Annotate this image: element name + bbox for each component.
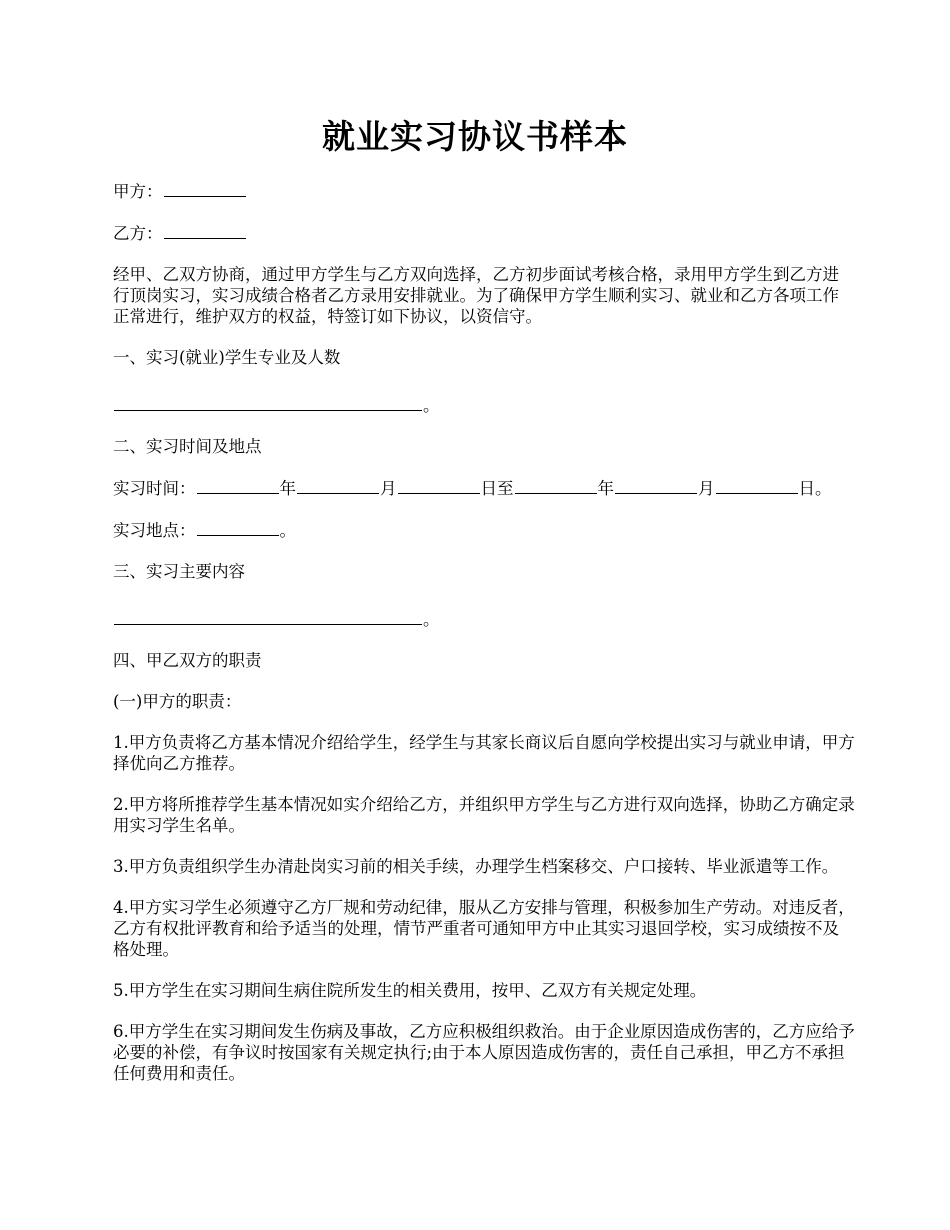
party-b-blank: [164, 222, 246, 239]
place-label: 实习地点：: [113, 521, 196, 540]
document-body: [113, 180, 855, 1104]
section-2-heading: 二、实习时间及地点: [113, 437, 262, 456]
unit-day-to: 日至: [480, 479, 514, 498]
unit-year: 年: [597, 479, 614, 498]
duty-item: 4.甲方实习学生必须遵守乙方厂规和劳动纪律，服从乙方安排与管理，积极参加生产劳动。对违反者，乙方有权批评教育和给予适当的处理，情节严重者可通知甲方中止其实习退回学校，实习成绩按不及格处理。: [113, 898, 855, 959]
party-b-line: [113, 222, 855, 244]
duty-item: 2.甲方将所推荐学生基本情况如实介绍给乙方，并组织甲方学生与乙方进行双向选择，协助乙方确定录用实习学生名单。: [113, 795, 855, 835]
internship-place-line: [113, 519, 855, 541]
party-a-blank: [164, 180, 246, 197]
duty-item: 3.甲方负责组织学生办清赴岗实习前的相关手续，办理学生档案移交、户口接转、毕业派遣等工作。: [113, 857, 839, 876]
unit-month: 月: [380, 479, 397, 498]
period-mark: 。: [423, 396, 440, 415]
end-month-blank: [615, 477, 697, 494]
time-label: 实习时间：: [113, 479, 196, 498]
period-mark: 。: [423, 610, 440, 629]
unit-month: 月: [698, 479, 715, 498]
section-4-heading: 四、甲乙双方的职责: [113, 651, 262, 670]
section-3-heading: 三、实习主要内容: [113, 562, 245, 581]
party-a-line: [113, 180, 855, 202]
end-year-blank: [515, 477, 597, 494]
section-1-heading: 一、实习(就业)学生专业及人数: [113, 348, 341, 367]
duty-item: 5.甲方学生在实习期间生病住院所发生的相关费用，按甲、乙双方有关规定处理。: [113, 981, 707, 1000]
party-b-label: 乙方：: [113, 224, 163, 243]
unit-year: 年: [279, 479, 296, 498]
section-1-blank-line: [113, 394, 855, 416]
duty-item: 6.甲方学生在实习期间发生伤病及事故，乙方应积极组织救治。由于企业原因造成伤害的，乙方应给予必要的补偿，有争议时按国家有关规定执行;由于本人原因造成伤害的，责任自己承担，甲乙方不承担任何费用和责任。: [113, 1022, 855, 1083]
unit-day-end: 日。: [798, 479, 832, 498]
start-day-blank: [398, 477, 480, 494]
end-day-blank: [716, 477, 798, 494]
section-3-blank-line: [113, 608, 855, 630]
start-month-blank: [297, 477, 379, 494]
sub-1-heading: (一)甲方的职责：: [113, 692, 242, 711]
internship-time-line: [113, 477, 855, 499]
intro-paragraph: 经甲、乙双方协商，通过甲方学生与乙方双向选择，乙方初步面试考核合格，录用甲方学生到乙方进行顶岗实习，实习成绩合格者乙方录用安排就业。为了确保甲方学生顺利实习、就业和乙方各项工作正常进行，维护双方的权益，特签订如下协议，以资信守。: [113, 265, 839, 326]
document-title: 就业实习协议书样本: [322, 117, 628, 156]
start-year-blank: [197, 477, 279, 494]
duty-item: 1.甲方负责将乙方基本情况介绍给学生，经学生与其家长商议后自愿向学校提出实习与就业申请，甲方择优向乙方推荐。: [113, 733, 855, 773]
period-mark: 。: [279, 521, 296, 540]
party-a-label: 甲方：: [113, 182, 163, 201]
major-count-blank: [114, 394, 422, 411]
place-blank: [197, 519, 279, 536]
main-content-blank: [114, 608, 422, 625]
